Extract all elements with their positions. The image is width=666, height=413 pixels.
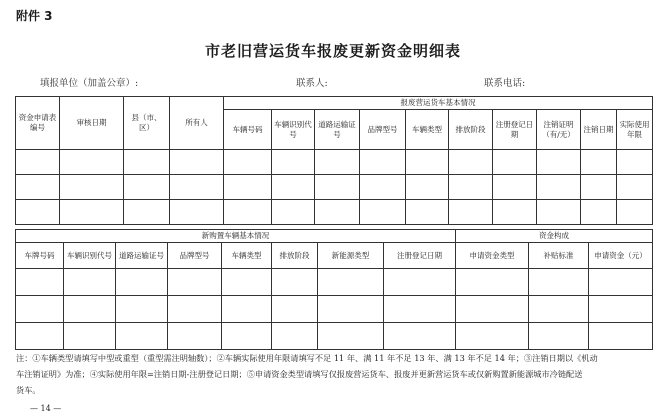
th-new-registration-date: 注册登记日期	[384, 243, 456, 269]
th-vin: 车辆识别代号	[272, 110, 315, 150]
contact-field-label: 联系人:	[296, 78, 328, 89]
th-new-emission-stage: 排放阶段	[272, 243, 318, 269]
th-registration-date: 注册登记日期	[493, 110, 537, 150]
table-row	[16, 175, 653, 200]
th-fund-composition-group: 资金构成	[456, 230, 653, 243]
th-vehicle-type: 车辆类型	[406, 110, 449, 150]
th-new-transport-cert: 道路运输证号	[116, 243, 168, 269]
table-row	[16, 296, 653, 323]
th-application-no: 资金申请表编号	[16, 97, 60, 150]
th-owner: 所有人	[170, 97, 224, 150]
th-plate-no: 车辆号码	[224, 110, 272, 150]
th-new-brand-model: 品牌型号	[168, 243, 222, 269]
unit-field-label: 填报单位（加盖公章）:	[40, 78, 139, 89]
attachment-label: 附件 3	[16, 9, 53, 23]
th-county: 县（市、区）	[124, 97, 170, 150]
th-deregistration-date: 注销日期	[581, 110, 617, 150]
scrapped-truck-table	[15, 96, 653, 225]
th-new-vin: 车辆识别代号	[64, 243, 116, 269]
new-vehicle-table	[15, 229, 653, 350]
th-service-years: 实际使用年限	[617, 110, 653, 150]
footnote-line-3: 货车。	[16, 385, 41, 395]
phone-field-label: 联系电话:	[484, 78, 526, 89]
th-transport-cert: 道路运输证号	[315, 110, 360, 150]
table-row	[16, 150, 653, 175]
page-number: — 14 —	[30, 404, 62, 413]
table-row	[16, 323, 653, 350]
th-applied-amount: 申请资金（元）	[589, 243, 653, 269]
th-emission-stage: 排放阶段	[449, 110, 493, 150]
th-brand-model: 品牌型号	[360, 110, 406, 150]
th-new-plate-no: 车牌号码	[16, 243, 64, 269]
th-subsidy-standard: 补贴标准	[529, 243, 589, 269]
th-fund-type: 申请资金类型	[456, 243, 529, 269]
th-scrapped-truck-group: 报废营运货车基本情况	[224, 97, 653, 110]
th-new-vehicle-group: 新购置车辆基本情况	[16, 230, 456, 243]
table-row	[16, 200, 653, 225]
table-row	[16, 269, 653, 296]
th-deregistration-cert: 注销证明（有/无）	[537, 110, 581, 150]
page-title: 市老旧营运货车报废更新资金明细表	[204, 42, 461, 60]
footnote-line-1: 注：①车辆类型请填写中型或重型（重型需注明轴数）；②车辆实际使用年限请填写不足 11 年、满 11 年不足 13 年、满 13 年不足 14 年；③注销日期以《机动	[16, 353, 598, 363]
th-review-date: 审核日期	[60, 97, 124, 150]
th-new-energy-type: 新能源类型	[318, 243, 384, 269]
th-new-vehicle-type: 车辆类型	[222, 243, 272, 269]
footnote-line-2: 车注销证明》为准；④实际使用年限=注销日期-注册登记日期；⑤申请资金类型请填写仅报废营运货车、报废并更新营运货车或仅新购置新能源城市冷链配送	[16, 369, 583, 379]
